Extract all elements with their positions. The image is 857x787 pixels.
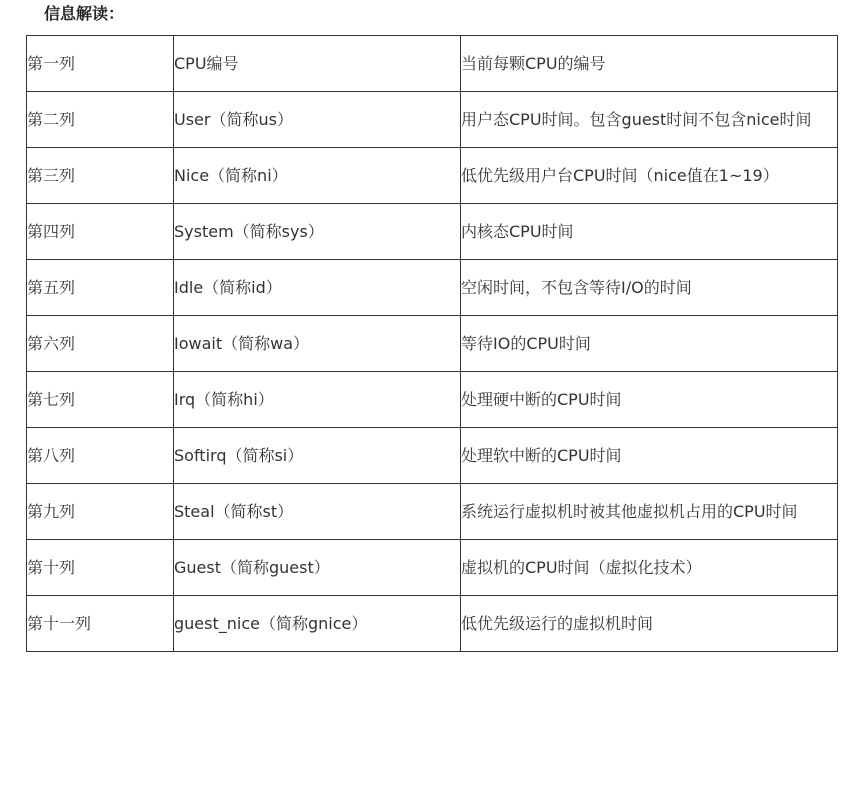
- field-name-cell: CPU编号: [174, 36, 461, 92]
- table-row: [27, 484, 838, 540]
- field-name-cell: Nice（简称ni）: [174, 148, 461, 204]
- field-name-cell: guest_nice（简称gnice）: [174, 596, 461, 652]
- column-index-cell: 第九列: [27, 484, 174, 540]
- field-name-cell: Idle（简称id）: [174, 260, 461, 316]
- column-index-cell: 第七列: [27, 372, 174, 428]
- field-name-cell: Softirq（简称si）: [174, 428, 461, 484]
- table-row: [27, 372, 838, 428]
- field-description-cell: 处理硬中断的CPU时间: [461, 372, 838, 428]
- column-index-cell: 第五列: [27, 260, 174, 316]
- field-description-cell: 处理软中断的CPU时间: [461, 428, 838, 484]
- field-description-cell: 虚拟机的CPU时间（虚拟化技术）: [461, 540, 838, 596]
- field-description-cell: 空闲时间，不包含等待I/O的时间: [461, 260, 838, 316]
- field-description-cell: 低优先级用户台CPU时间（nice值在1~19）: [461, 148, 838, 204]
- column-index-cell: 第八列: [27, 428, 174, 484]
- field-name-cell: Steal（简称st）: [174, 484, 461, 540]
- table-row: [27, 540, 838, 596]
- field-name-cell: Iowait（简称wa）: [174, 316, 461, 372]
- column-index-cell: 第十列: [27, 540, 174, 596]
- field-name-cell: Guest（简称guest）: [174, 540, 461, 596]
- field-description-cell: 系统运行虚拟机时被其他虚拟机占用的CPU时间: [461, 484, 838, 540]
- column-index-cell: 第一列: [27, 36, 174, 92]
- table-row: [27, 260, 838, 316]
- column-index-cell: 第四列: [27, 204, 174, 260]
- table-row: [27, 92, 838, 148]
- table-row: [27, 316, 838, 372]
- field-name-cell: User（简称us）: [174, 92, 461, 148]
- table-row: [27, 36, 838, 92]
- field-name-cell: System（简称sys）: [174, 204, 461, 260]
- table-row: [27, 148, 838, 204]
- table-row: [27, 204, 838, 260]
- column-index-cell: 第三列: [27, 148, 174, 204]
- column-index-cell: 第六列: [27, 316, 174, 372]
- field-description-cell: 内核态CPU时间: [461, 204, 838, 260]
- field-description-cell: 低优先级运行的虚拟机时间: [461, 596, 838, 652]
- column-index-cell: 第二列: [27, 92, 174, 148]
- field-description-cell: 用户态CPU时间。包含guest时间不包含nice时间: [461, 92, 838, 148]
- column-index-cell: 第十一列: [27, 596, 174, 652]
- field-name-cell: Irq（简称hi）: [174, 372, 461, 428]
- table-row: [27, 596, 838, 652]
- table-row: [27, 428, 838, 484]
- section-heading: 信息解读：: [44, 4, 125, 23]
- field-description-cell: 当前每颗CPU的编号: [461, 36, 838, 92]
- field-description-cell: 等待IO的CPU时间: [461, 316, 838, 372]
- cpu-fields-table: [26, 35, 838, 652]
